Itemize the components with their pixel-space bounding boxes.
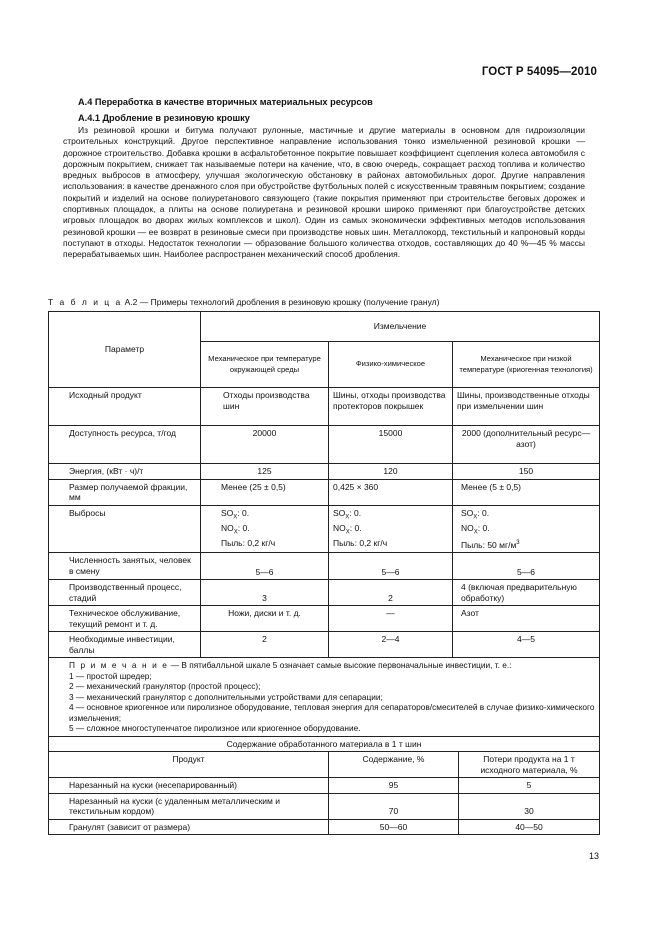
row-value: 5—6 <box>329 553 453 580</box>
table-caption <box>48 297 439 307</box>
row-value: Отходы производства шин <box>201 388 329 426</box>
row-value: 5—6 <box>201 553 329 580</box>
note-intro: — В пятибалльной шкале 5 означает самые высокие первоначальные инвестиции, т. е.: <box>168 660 512 671</box>
row-value: 20000 <box>201 426 329 464</box>
note-label: П р и м е ч а н и е <box>69 660 169 671</box>
content-title: Содержание обработанного материала в 1 т шин <box>49 736 600 752</box>
row-param: Необходимые инвестиции, баллы <box>49 632 201 658</box>
row-param: Численность занятых, человек в смену <box>49 553 201 580</box>
row-value: 4—5 <box>453 632 600 658</box>
row-param: Доступность ресурса, т/год <box>49 426 201 464</box>
note-item: 1 — простой шредер; <box>69 670 152 681</box>
row-value: 5—6 <box>453 553 600 580</box>
content-row-product: Нарезанный на куски (с удаленным металлическим и текстильным кордом) <box>49 793 329 819</box>
header-col-physchem: Физико-химическое <box>329 342 453 388</box>
emissions-cryogenic: $SO_X$: 0. $NO_X$: 0. Пыль: 50 $мг/м^3$ <box>453 505 600 553</box>
row-param: Размер получаемой фракции, мм <box>49 479 201 505</box>
page-number: 13 <box>588 851 599 861</box>
header-col-cryogenic: Механическое при низкой температуре (криогенная технология) <box>453 342 600 388</box>
content-row-content: 95 <box>329 778 459 794</box>
row-param: Энергия, (кВт · ч)/т <box>49 464 201 480</box>
table-caption-text: А.2 — Примеры технологий дробления в резиновую крошку (получение гранул) <box>122 297 440 307</box>
content-row-loss: 30 <box>459 793 600 819</box>
row-param: Производственный процесс, стадий <box>49 580 201 606</box>
note-item: 5 — сложное многоступенчатое пиролизное или криогенное оборудование. <box>69 723 361 734</box>
row-value: Шины, производственные отходы при измельчении шин <box>453 388 600 426</box>
note-item: 2 — механический гранулятор (простой процесс); <box>69 681 261 692</box>
section-a41-paragraph: Из резиновой крошки и битума получают рулонные, мастичные и другие материалы в основном для гидроизоляции строительных конструкций. Другое перспективное направление использования тонко измельченной резиновой крошки — дорожное строительство. Добавка крошки в асфальтобетонное покрытие повышает коэффициент сцепления колеса автомобиля с дорожным покрытием, снижает так называемые потери на качение, что, в свою очередь, сокращает расход топлива и количество вредных выбросов в атмосферу, улучшая экологическую обстановку в районах автомобильных дорог. Другие направления использования: в качестве дренажного слоя при обустройстве футбольных полей с искусственным травяным покрытием; создание покрытий и изделий на основе полиуретанового связующего (такие покрытия применяют при строительстве беговых дорожек и спортивных площадок, а плиты на основе полиуретана и резиновой крошки широко применяют при благоустройстве детских игровых площадок во дворах жилых комплексов и школ). Один из самых экономически эффективных методов использования резиновой крошки — ее возврат в резиновые смеси при производстве новых шин. Металлокорд, текстильный и капроновый корды поступают в отходы. Недостаток технологии — образование большого количества отходов, составляющих до 40 %—45 % массы перерабатываемых шин. Наиболее распространен механический способ дробления. <box>63 125 585 260</box>
row-value: 120 <box>329 464 453 480</box>
header-col-mechanical: Механическое при температуре окружающей среды <box>201 342 329 388</box>
row-value: Азот <box>453 606 600 632</box>
row-value: 2 <box>329 580 453 606</box>
row-param: Исходный продукт <box>49 388 201 426</box>
document-code: ГОСТ Р 54095—2010 <box>481 66 597 78</box>
row-value: 3 <box>201 580 329 606</box>
content-row-loss: 40—50 <box>459 819 600 835</box>
header-param: Параметр <box>49 312 201 388</box>
row-value: 0,425 × 360 <box>329 479 453 505</box>
row-value: — <box>329 606 453 632</box>
row-value: 15000 <box>329 426 453 464</box>
row-value: Ножи, диски и т. д. <box>201 606 329 632</box>
row-param-emissions: Выбросы <box>49 505 201 553</box>
table-caption-prefix: Т а б л и ц а <box>48 297 123 307</box>
row-value: 2 <box>201 632 329 658</box>
content-header-content: Содержание, % <box>329 752 459 778</box>
content-header-loss: Потери продукта на 1 т исходного материала, % <box>459 752 600 778</box>
content-row-product: Гранулят (зависит от размера) <box>49 819 329 835</box>
content-row-content: 70 <box>329 793 459 819</box>
section-a4-title: А.4 Переработка в качестве вторичных материальных ресурсов <box>78 97 373 107</box>
technology-table <box>48 311 600 835</box>
content-row-content: 50—60 <box>329 819 459 835</box>
header-group: Измельчение <box>201 312 600 342</box>
note-item: 4 — основное криогенное или пиролизное оборудование, тепловая энергия для сепараторов/смесителей в случае физико-химического измельчения; <box>69 702 595 723</box>
row-value: Менее (5 ± 0,5) <box>453 479 600 505</box>
row-value: 4 (включая предварительную обработку) <box>453 580 600 606</box>
table-note <box>49 658 600 737</box>
row-param: Техническое обслуживание, текущий ремонт и т. д. <box>49 606 201 632</box>
row-value: 2—4 <box>329 632 453 658</box>
row-value: Менее (25 ± 0,5) <box>201 479 329 505</box>
content-row-loss: 5 <box>459 778 600 794</box>
row-value: 125 <box>201 464 329 480</box>
row-value: Шины, отходы производства протекторов покрышек <box>329 388 453 426</box>
emissions-mechanical: $SO_X$: 0. $NO_X$: 0. Пыль: 0,2 кг/ч <box>201 505 329 553</box>
section-a41-title: А.4.1 Дробление в резиновую крошку <box>78 113 250 123</box>
row-value: 2000 (дополнительный ресурс—азот) <box>453 426 600 464</box>
row-value: 150 <box>453 464 600 480</box>
content-row-product: Нарезанный на куски (несепарированный) <box>49 778 329 794</box>
content-header-product: Продукт <box>49 752 329 778</box>
note-item: 3 — механический гранулятор с дополнительными устройствами для сепарации; <box>69 691 383 702</box>
emissions-physchem: $SO_X$: 0. $NO_X$: 0. Пыль: 0,2 кг/ч <box>329 505 453 553</box>
